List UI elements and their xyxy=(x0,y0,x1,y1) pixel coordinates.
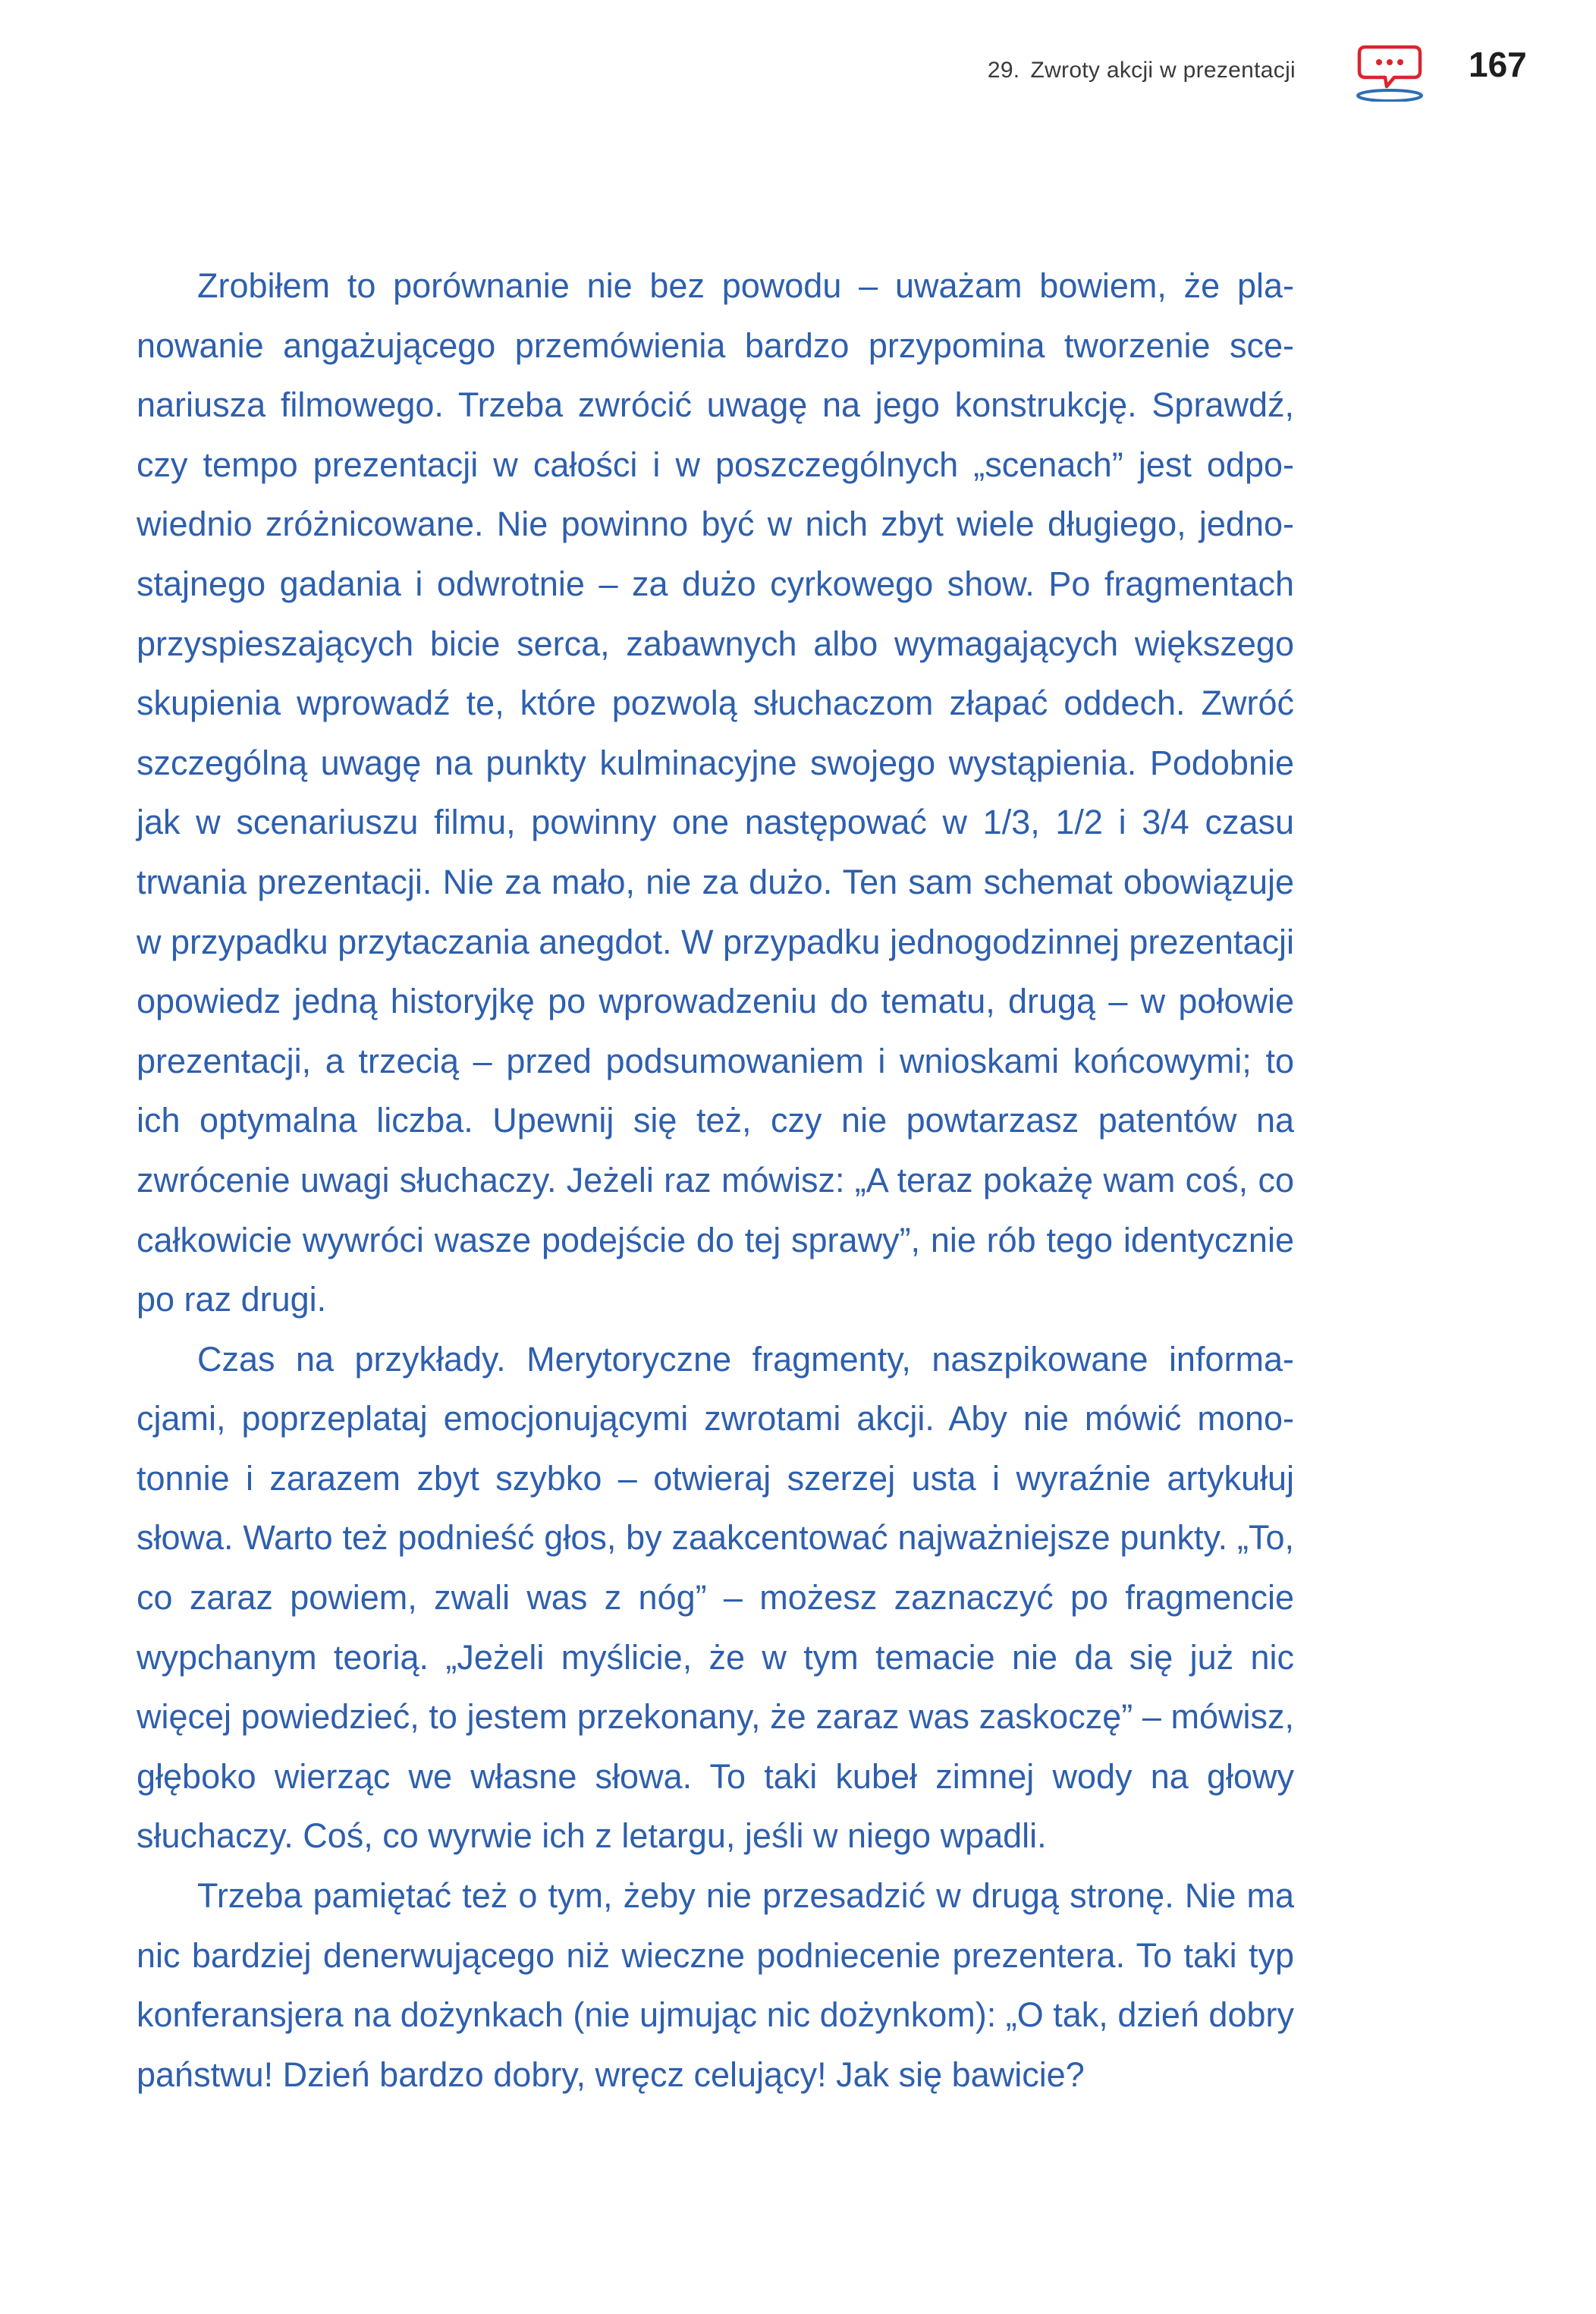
body-text xyxy=(137,256,1294,2105)
page-number: 167 xyxy=(1469,45,1527,84)
paragraph: Trzeba pamiętać też o tym, żeby nie przesadzić w drugą stronę. Nie ma nic bardziej denerwującego niż wieczne podniecenie prezentera. To taki typ konferansjera na dożynkach (nie ujmując nic dożynkom): „O tak, dzień dobry państwu! Dzień bardzo dobry, wręcz celujący! Jak się bawicie? xyxy=(137,1876,1294,2094)
running-head xyxy=(988,58,1296,83)
page-header xyxy=(0,42,1596,103)
chapter-title: Zwroty akcji w prezentacji xyxy=(1030,58,1296,83)
speech-bubble-icon xyxy=(1350,42,1429,102)
chapter-number: 29. xyxy=(987,58,1020,83)
paragraph: Zrobiłem to porównanie nie bez powodu – uważam bowiem, że planowanie angażującego przemówienia bardzo przypomina tworzenie scenariusza filmowego. Trzeba zwrócić uwagę na jego konstrukcję. Sprawdź, czy tempo prezentacji w całości i w poszczególnych „scenach” jest odpowiednio zróżnicowane. Nie powinno być w nich zbyt wiele długiego, jednostajnego gadania i odwrotnie – za dużo cyrkowego show. Po fragmentach przyspieszających bicie serca, zabawnych albo wymagających większego skupienia wprowadź te, które pozwolą słuchaczom złapać oddech. Zwróć szczególną uwagę na punkty kulminacyjne swojego wystąpienia. Podobnie jak w scenariuszu filmu, powinny one następować w 1/3, 1/2 i 3/4 czasu trwania prezentacji. Nie za mało, nie za dużo. Ten sam schemat obowiązuje w przypadku przytaczania anegdot. W przypadku jednogodzinnej prezentacji opowiedz jedną historyjkę po wprowadzeniu do tematu, drugą – w połowie prezentacji, a trzecią – przed podsumowaniem i wnioskami końcowymi; to ich optymalna liczba. Upewnij się też, czy nie powtarzasz patentów na zwrócenie uwagi słuchaczy. Jeżeli raz mówisz: „A teraz pokażę wam coś, co całkowicie wywróci wasze podejście do tej sprawy”, nie rób tego identycznie po raz drugi. xyxy=(137,266,1294,1319)
paragraph: Czas na przykłady. Merytoryczne fragmenty, naszpikowane informacjami, poprzeplataj emocjonującymi zwrotami akcji. Aby nie mówić monotonnie i zarazem zbyt szybko – otwieraj szerzej usta i wyraźnie artykułuj słowa. Warto też podnieść głos, by zaakcentować najważniejsze punkty. „To, co zaraz powiem, zwali was z nóg” – możesz zaznaczyć po fragmencie wypchanym teorią. „Jeżeli myślicie, że w tym temacie nie da się już nic więcej powiedzieć, to jestem przekonany, że zaraz was zaskoczę” – mówisz, głęboko wierząc we własne słowa. To taki kubeł zimnej wody na głowy słuchaczy. Coś, co wyrwie ich z letargu, jeśli w niego wpadli. xyxy=(137,1339,1294,1856)
